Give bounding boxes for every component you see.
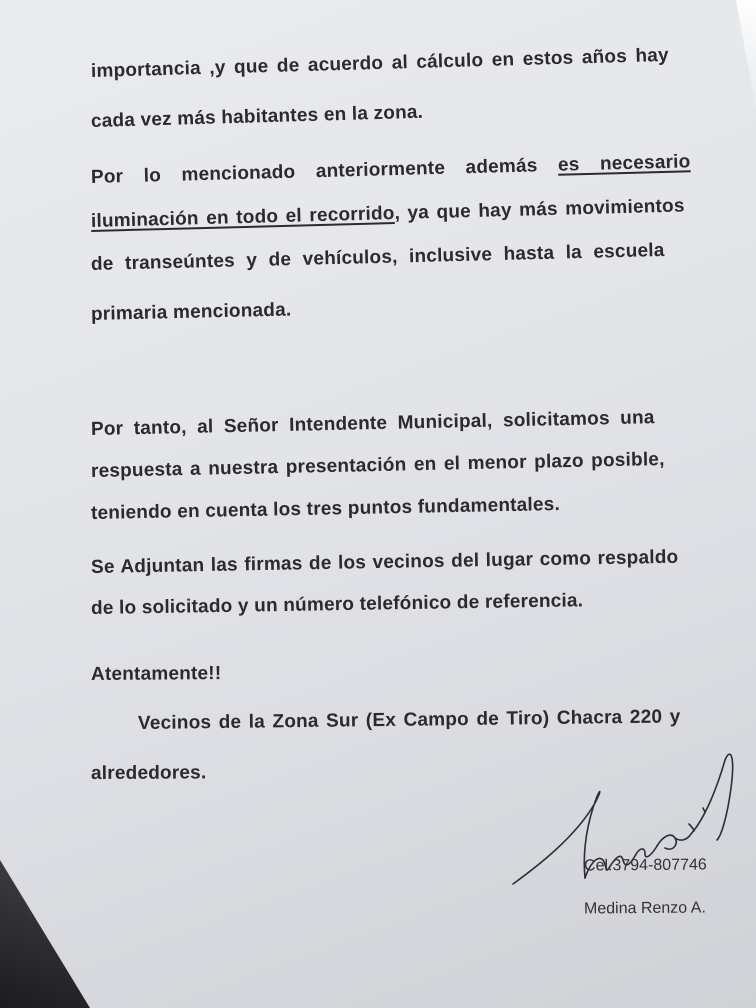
body-line-6: primaria mencionada. xyxy=(90,299,292,325)
body-line-3 xyxy=(91,151,691,189)
underlined-phrase-part2: iluminación en todo el recorrido xyxy=(90,203,395,232)
body-line-11: de lo solicitado y un número telefónico de referencia. xyxy=(90,590,584,619)
closing-salutation: Atentamente!! xyxy=(90,663,222,685)
body-line-4-text: , ya que hay más movimientos xyxy=(394,195,685,225)
body-line-4 xyxy=(91,195,685,233)
body-line-14: alrededores. xyxy=(90,762,207,784)
body-line-13: Vecinos de la Zona Sur (Ex Campo de Tiro) Chacra 220 y xyxy=(137,706,681,734)
body-line-10: Se Adjuntan las firmas de los vecinos del lugar como respaldo xyxy=(90,546,679,578)
underlined-phrase-part1: es necesario xyxy=(557,151,691,176)
body-line-5: de transeúntes y de vehículos, inclusive hasta la escuela xyxy=(90,239,665,275)
body-line-3-text: Por lo mencionado anteriormente además xyxy=(90,154,559,188)
body-line-7: Por tanto, al Señor Intendente Municipal, solicitamos una xyxy=(90,407,655,440)
phone-number: Cel.3794-807746 xyxy=(583,856,707,875)
body-line-1: importancia ,y que de acuerdo al cálculo en estos años hay xyxy=(90,44,670,82)
body-line-2: cada vez más habitantes en la zona. xyxy=(90,101,424,132)
signer-name: Medina Renzo A. xyxy=(583,899,706,918)
body-line-9: teniendo en cuenta los tres puntos fundamentales. xyxy=(90,493,561,524)
body-line-8: respuesta a nuestra presentación en el menor plazo posible, xyxy=(90,448,665,482)
handwritten-signature xyxy=(505,748,745,898)
